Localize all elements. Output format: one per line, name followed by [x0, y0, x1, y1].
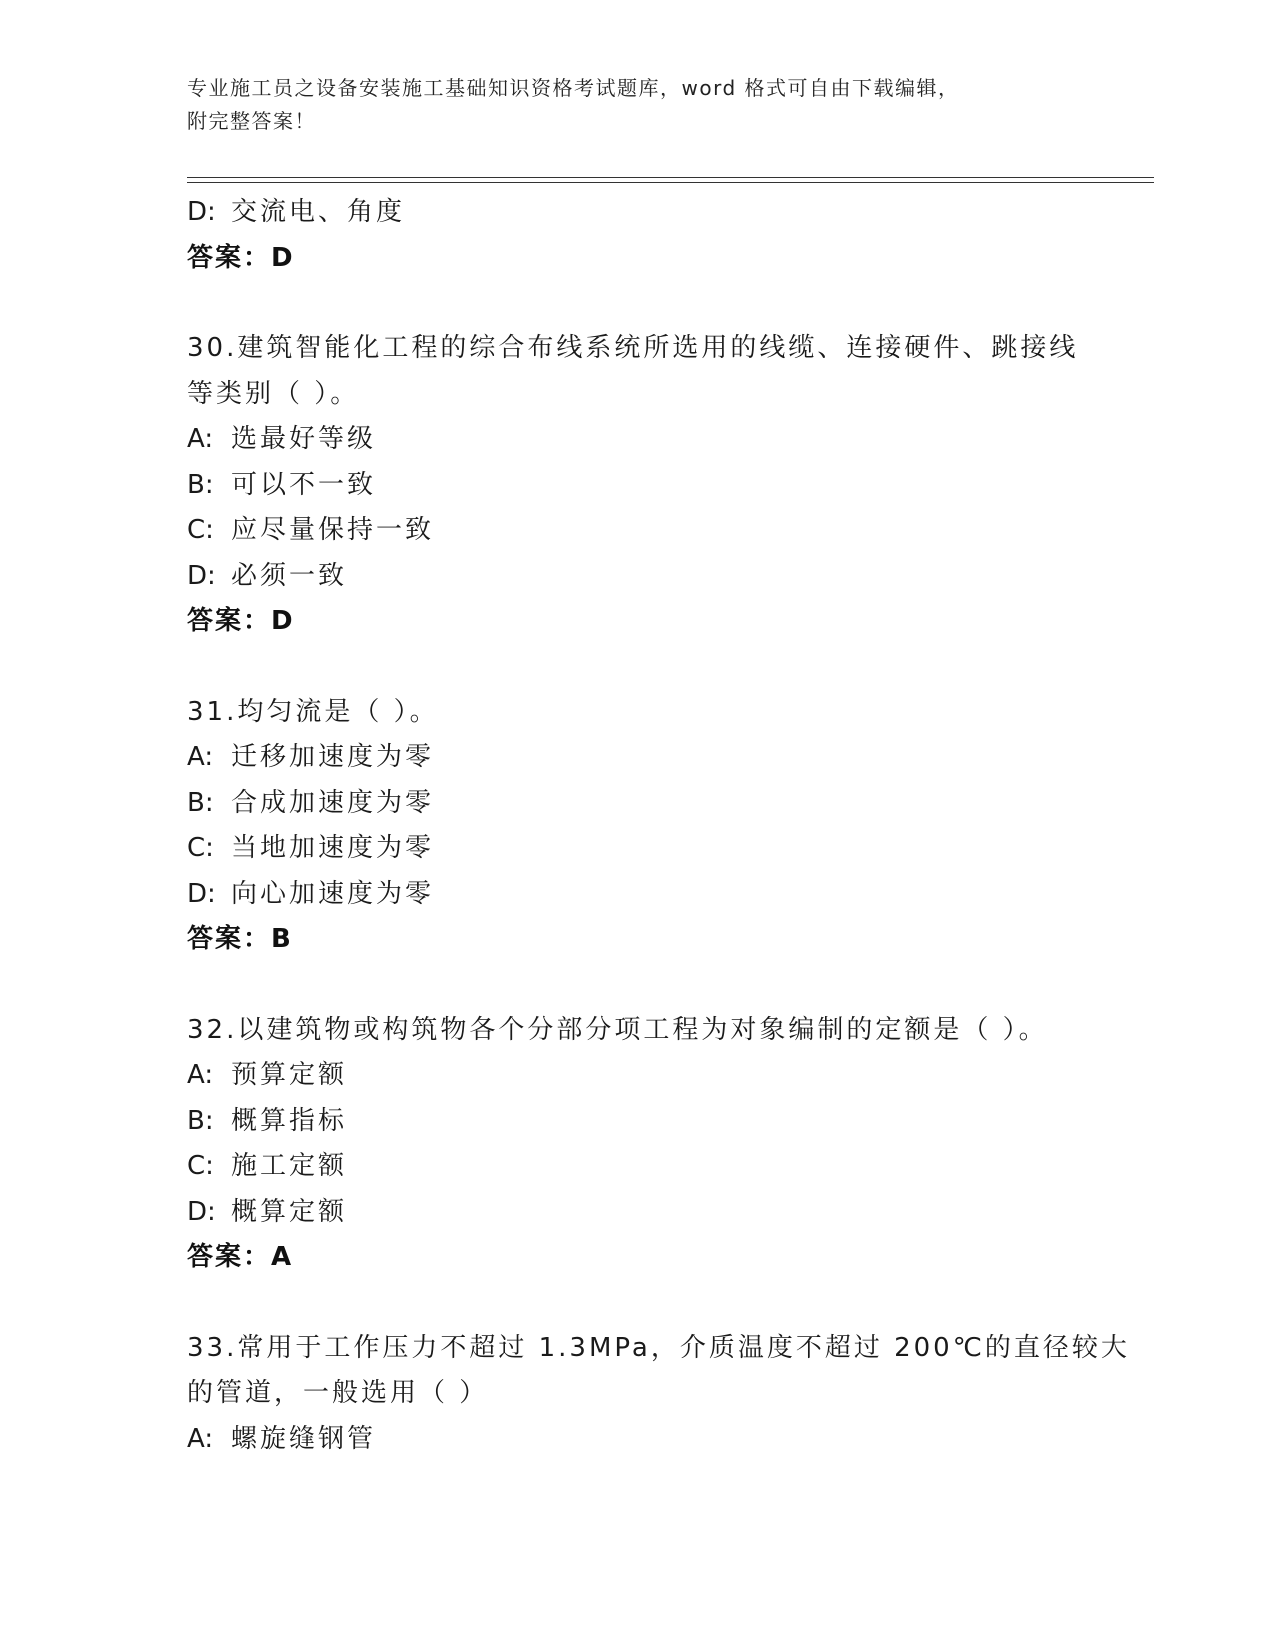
- option-a: [187, 417, 1087, 463]
- header-rule-top: [187, 177, 1154, 178]
- option-key: C:: [187, 833, 214, 863]
- option-key: D:: [187, 1196, 216, 1227]
- answer-29: 答案：D: [187, 242, 295, 273]
- option-b: [187, 1099, 1087, 1145]
- header-line-2: 附完整答案！: [187, 109, 316, 133]
- option-key: D:: [187, 560, 216, 591]
- option-b: [187, 781, 1087, 827]
- option-text: 可以不一致: [231, 469, 377, 500]
- option-text: 应尽量保持一致: [231, 515, 435, 545]
- option-c: [187, 508, 1087, 554]
- option-d: [187, 1190, 1087, 1236]
- header-rule-bottom: [187, 182, 1154, 183]
- option-text: 预算定额: [231, 1060, 348, 1090]
- option-d: [187, 554, 1087, 600]
- question-list: [187, 190, 1130, 1462]
- option-key: B:: [187, 1105, 214, 1136]
- question-stem-continued: 等类别（ ）。: [187, 378, 360, 409]
- option-text: 必须一致: [231, 560, 348, 591]
- option-text: 概算指标: [231, 1105, 348, 1136]
- option-a: [187, 1417, 1087, 1463]
- option-text: 交流电、角度: [231, 197, 406, 227]
- option-text: 向心加速度为零: [231, 878, 435, 909]
- document-header: [187, 72, 1087, 138]
- answer: 答案：B: [187, 924, 293, 954]
- option-key: D:: [187, 878, 216, 909]
- option-text: 螺旋缝钢管: [231, 1423, 377, 1454]
- question-32: [187, 1008, 1087, 1281]
- question-31: [187, 690, 1087, 963]
- option-text: 当地加速度为零: [231, 833, 435, 863]
- question-stem: 30.建筑智能化工程的综合布线系统所选用的线缆、连接硬件、跳接线: [187, 333, 1079, 363]
- option-text: 施工定额: [231, 1151, 348, 1181]
- option-key: C:: [187, 515, 214, 545]
- option-d: [187, 872, 1087, 918]
- question-stem-continued: 的管道，一般选用（ ）: [187, 1378, 489, 1408]
- option-a: [187, 1053, 1087, 1099]
- option-key: D:: [187, 197, 216, 227]
- option-text: 选最好等级: [231, 424, 377, 454]
- option-a: [187, 735, 1087, 781]
- option-c: [187, 1144, 1087, 1190]
- option-key: C:: [187, 1151, 214, 1181]
- option-text: 概算定额: [231, 1196, 348, 1227]
- answer: 答案：A: [187, 1242, 294, 1272]
- option-key: A:: [187, 742, 214, 772]
- question-30: [187, 326, 1087, 645]
- option-c: [187, 826, 1087, 872]
- question-stem: 31.均匀流是（ ）。: [187, 696, 439, 727]
- question-stem: 33.常用于工作压力不超过 1.3MPa，介质温度不超过 200℃的直径较大: [187, 1332, 1130, 1363]
- question-33: [187, 1326, 1130, 1463]
- option-key: A:: [187, 1060, 214, 1090]
- option-key: B:: [187, 469, 214, 500]
- option-key: A:: [187, 424, 214, 454]
- option-key: A:: [187, 1423, 214, 1454]
- option-key: B:: [187, 787, 214, 818]
- header-line-1: 专业施工员之设备安装施工基础知识资格考试题库，word 格式可自由下载编辑，: [187, 76, 960, 100]
- question-stem: 32.以建筑物或构筑物各个分部分项工程为对象编制的定额是（ ）。: [187, 1014, 1048, 1045]
- option-b: [187, 463, 1087, 509]
- option-d: [187, 190, 1087, 236]
- answer: 答案：D: [187, 606, 295, 636]
- option-text: 合成加速度为零: [231, 787, 435, 818]
- option-text: 迁移加速度为零: [231, 742, 435, 772]
